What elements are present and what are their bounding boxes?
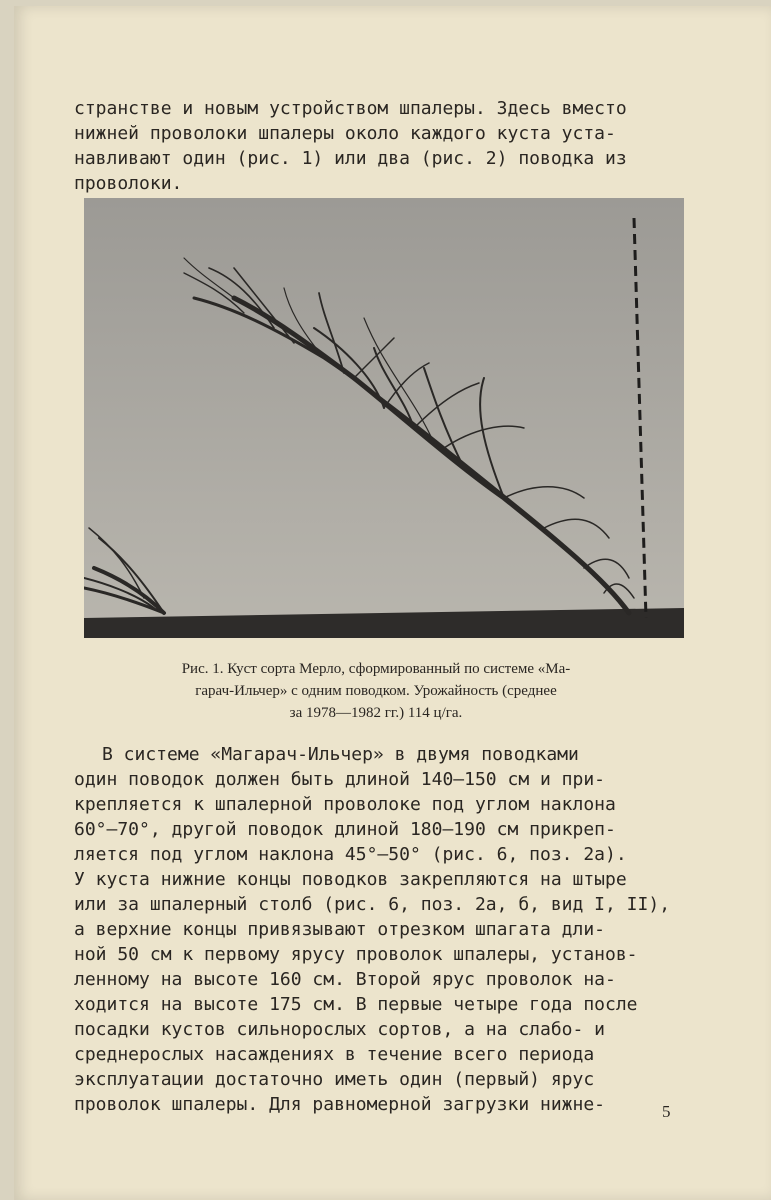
text-line: среднерослых насаждениях в течение всего периода xyxy=(74,1044,595,1065)
text-line: ляется под углом наклона 45°—50° (рис. 6, поз. 2а). xyxy=(74,844,627,865)
page-number: 5 xyxy=(662,1102,671,1121)
text-line: один поводок должен быть длиной 140—150 см и при- xyxy=(74,769,606,790)
paragraph-main xyxy=(74,742,702,1117)
text-line: ходится на высоте 175 см. В первые четыре года после xyxy=(74,994,638,1015)
text-line: крепляется к шпалерной проволоке под углом наклона xyxy=(74,794,616,815)
vine-bush-photo xyxy=(84,198,684,638)
text-line: посадки кустов сильнорослых сортов, а на слабо- и xyxy=(74,1019,606,1040)
text-line: ленному на высоте 160 см. Второй ярус проволок на- xyxy=(74,969,616,990)
text-line: В системе «Магарач-Ильчер» в двумя поводками xyxy=(102,744,579,765)
paragraph-top xyxy=(74,96,702,196)
text-line: проволок шпалеры. Для равномерной загрузки нижне- xyxy=(74,1094,606,1115)
text-line: или за шпалерный столб (рис. 6, поз. 2а, б, вид I, II), xyxy=(74,894,671,915)
text-line: проволоки. xyxy=(74,173,183,194)
text-line: ной 50 см к первому ярусу проволок шпалеры, установ- xyxy=(74,944,638,965)
book-page xyxy=(14,6,771,1200)
text-line: навливают один (рис. 1) или два (рис. 2) поводка из xyxy=(74,148,627,169)
text-line: 60°—70°, другой поводок длиной 180—190 см прикреп- xyxy=(74,819,616,840)
text-line: нижней проволоки шпалеры около каждого куста уста- xyxy=(74,123,616,144)
text-line: странстве и новым устройством шпалеры. Здесь вместо xyxy=(74,98,627,119)
caption-line: за 1978—1982 гг.) 114 ц/га. xyxy=(289,705,463,721)
text-line: а верхние концы привязывают отрезком шпагата дли- xyxy=(74,919,606,940)
text-line: эксплуатации достаточно иметь один (первый) ярус xyxy=(74,1069,595,1090)
text-line: У куста нижние концы поводков закрепляются на штыре xyxy=(74,869,627,890)
caption-line: Рис. 1. Куст сорта Мерло, сформированный по системе «Ма- xyxy=(181,661,571,677)
caption-line: гарач-Ильчер» с одним поводком. Урожайность (среднее xyxy=(195,683,557,699)
figure-caption xyxy=(84,658,668,724)
